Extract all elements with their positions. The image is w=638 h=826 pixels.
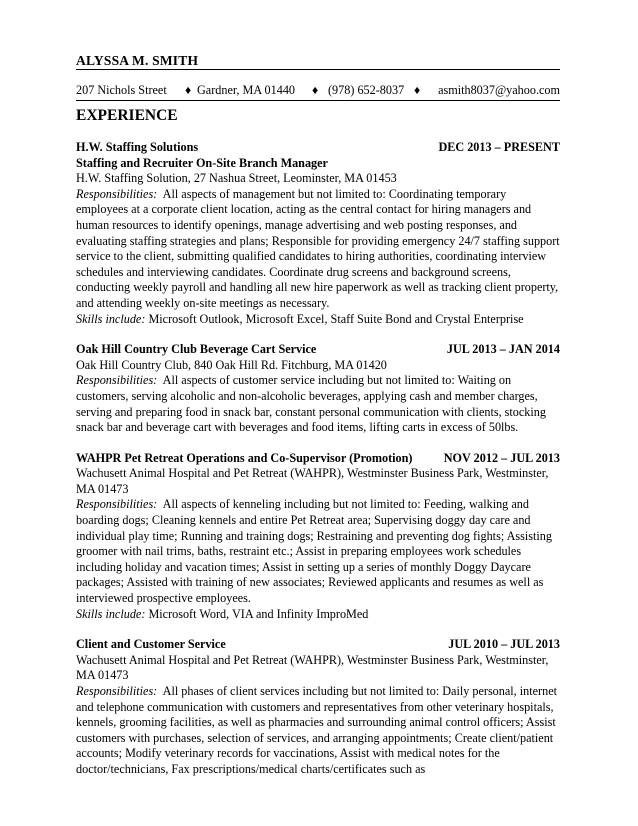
job-entry — [76, 342, 560, 436]
job-address: Wachusett Animal Hospital and Pet Retreat (WAHPR), Westminster Business Park, Westminster, MA 01473 — [76, 652, 549, 683]
skills-text: Microsoft Word, VIA and Infinity ImproMed — [148, 606, 369, 621]
skills-label: Skills include: — [76, 311, 146, 326]
responsibilities-label: Responsibilities: — [76, 373, 158, 388]
resume-page — [76, 53, 560, 778]
job-entry — [76, 637, 560, 777]
job-employer: Client and Customer Service — [76, 637, 226, 652]
job-responsibilities — [76, 497, 560, 606]
job-dates: NOV 2012 – JUL 2013 — [443, 450, 560, 465]
city-state-zip: Gardner, MA 01440 — [197, 83, 296, 97]
job-responsibilities — [76, 684, 560, 778]
candidate-name: ALYSSA M. SMITH — [76, 53, 199, 68]
job-header — [76, 451, 560, 467]
job-header — [76, 342, 560, 358]
responsibilities-text: All aspects of management but not limited to: Coordinating temporary employees at a corporate client location, acting as the central contact for hiring managers and human resources to identify openings, manage advertising and web posting responses, and evaluating staffing strategies and plans; Responsible for providing emergency 24/7 staffing support service to the client, submitting qualified candidates to hiring authorities, coordinating interview schedules and interviewing candidates. Coordinate drug screens and background screens, conducting weekly payroll and handling all new hire paperwork as well as tracking client property, and attending weekly on-site meetings as necessary. — [76, 186, 560, 310]
job-header — [76, 637, 560, 653]
job-entry — [76, 451, 560, 623]
street-address: 207 Nichols Street — [76, 83, 167, 97]
separator-diamond-2: ♦ — [312, 83, 319, 97]
job-dates: DEC 2013 – PRESENT — [438, 140, 560, 154]
responsibilities-text: All aspects of kenneling including but not limited to: Feeding, walking and boarding dogs; Cleaning kennels and entire Pet Retreat area; Supervising doggy day care and individual play time; Running and training dogs; Restraining and preventing dog fights; Assisting groomer with nail trims, baths, restraint etc.; Assist in preparing employees work schedules including holiday and vacation times; Assist in setting up a series of monthly Doggy Daycare packages; Assisted with training of new associates; Reviewed applicants and resumes as well as interviewed prospective employees. — [76, 497, 552, 606]
job-address: H.W. Staffing Solution, 27 Nashua Street, Leominster, MA 01453 — [76, 171, 397, 186]
separator-diamond-3: ♦ — [414, 83, 421, 97]
job-header — [76, 140, 560, 156]
responsibilities-label: Responsibilities: — [76, 186, 158, 201]
email-address[interactable]: asmith8037@yahoo.com — [438, 83, 560, 97]
name-divider — [76, 69, 560, 70]
job-employer: H.W. Staffing Solutions — [76, 140, 199, 154]
job-address: Wachusett Animal Hospital and Pet Retreat (WAHPR), Westminster Business Park, Westminster, MA 01473 — [76, 466, 549, 496]
job-responsibilities — [76, 373, 560, 435]
contact-divider — [76, 100, 560, 101]
job-skills — [76, 607, 560, 623]
responsibilities-text: All aspects of customer service including but not limited to: Waiting on customers, serving alcoholic and non-alcoholic beverages, applying cash and member charges, serving and preparing food in snack bar, constant personal communication with clients, stocking snack bar and beverage cart with beverages and food items, lifting carts in excess of 50lbs. — [76, 373, 546, 435]
responsibilities-label: Responsibilities: — [76, 684, 158, 698]
contact-line — [76, 83, 560, 98]
job-skills — [76, 312, 560, 328]
job-address: Oak Hill Country Club, 840 Oak Hill Rd. Fitchburg, MA 01420 — [76, 357, 387, 372]
job-dates: JUL 2010 – JUL 2013 — [448, 637, 560, 652]
phone-number: (978) 652-8037 — [328, 83, 405, 97]
job-responsibilities — [76, 187, 560, 312]
job-employer: Oak Hill Country Club Beverage Cart Service — [76, 342, 317, 357]
skills-text: Microsoft Outlook, Microsoft Excel, Staff Suite Bond and Crystal Enterprise — [148, 311, 524, 326]
skills-label: Skills include: — [76, 606, 146, 621]
separator-diamond-1: ♦ — [185, 83, 192, 97]
responsibilities-text: All phases of client services including but not limited to: Daily personal, internet and telephone communication with customers and representatives from other veterinary hospitals, kennels, grooming facilities, as well as pharmacies and surrounding animal control officers; Assist customers with purchases, selection of services, and arranging appointments; Create client/patient accounts; Modify veterinary records for vaccinations, Assist with medical notes for the doctor/technicians, Fax prescriptions/medical charts/certificates such as — [76, 684, 557, 776]
job-title: Staffing and Recruiter On-Site Branch Manager — [76, 155, 328, 170]
job-employer: WAHPR Pet Retreat Operations and Co-Supervisor (Promotion) — [76, 450, 413, 465]
responsibilities-label: Responsibilities: — [76, 497, 158, 512]
job-dates: JUL 2013 – JAN 2014 — [446, 342, 560, 357]
experience-heading: EXPERIENCE — [76, 107, 178, 124]
job-entry — [76, 140, 560, 327]
